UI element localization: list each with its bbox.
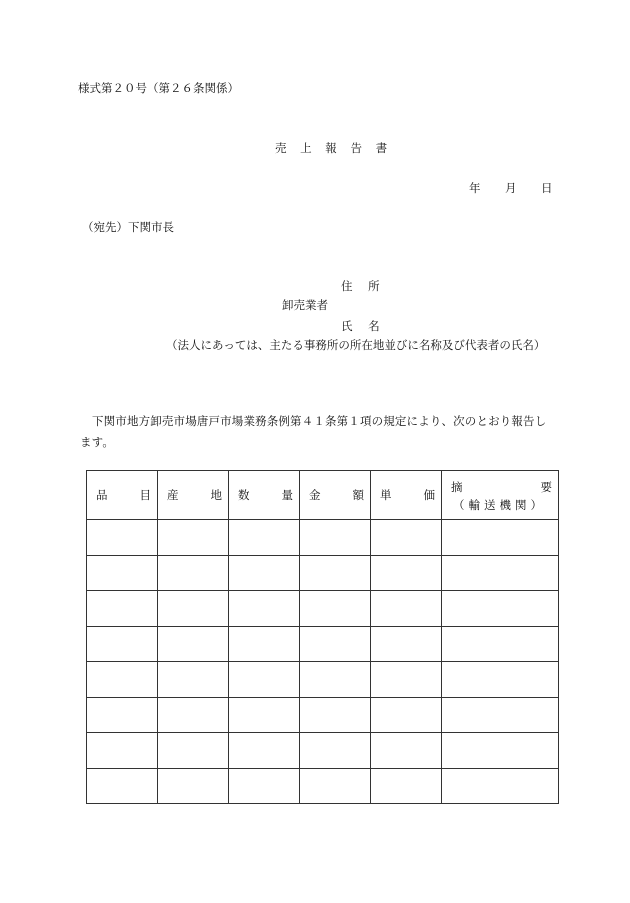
origin-cell[interactable] bbox=[158, 697, 229, 733]
date-month: 月 bbox=[505, 181, 517, 195]
table-row bbox=[87, 626, 559, 662]
origin-cell[interactable] bbox=[158, 555, 229, 591]
quantity-cell[interactable] bbox=[229, 768, 300, 804]
origin-cell[interactable] bbox=[158, 733, 229, 769]
sales-report-table bbox=[86, 470, 559, 804]
quantity-cell[interactable] bbox=[229, 520, 300, 556]
remarks-cell[interactable] bbox=[442, 555, 559, 591]
item-cell[interactable] bbox=[87, 626, 158, 662]
remarks-cell[interactable] bbox=[442, 591, 559, 627]
item-cell[interactable] bbox=[87, 555, 158, 591]
item-cell[interactable] bbox=[87, 697, 158, 733]
wholesaler-label: 卸売業者 bbox=[282, 298, 328, 312]
table-row bbox=[87, 555, 559, 591]
name-label: 氏 名 bbox=[341, 319, 386, 333]
item-cell[interactable] bbox=[87, 520, 158, 556]
quantity-cell[interactable] bbox=[229, 662, 300, 698]
amount-cell[interactable] bbox=[300, 520, 371, 556]
quantity-cell[interactable] bbox=[229, 555, 300, 591]
header-item: 品 目 bbox=[87, 471, 158, 520]
origin-cell[interactable] bbox=[158, 626, 229, 662]
addressee: （宛先）下関市長 bbox=[82, 220, 174, 234]
origin-cell[interactable] bbox=[158, 768, 229, 804]
unit-price-cell[interactable] bbox=[371, 555, 442, 591]
header-remarks: 摘 要 （輸送機関） bbox=[442, 471, 559, 520]
header-amount: 金 額 bbox=[300, 471, 371, 520]
table-header-row bbox=[87, 471, 559, 520]
origin-cell[interactable] bbox=[158, 662, 229, 698]
unit-price-cell[interactable] bbox=[371, 591, 442, 627]
unit-price-cell[interactable] bbox=[371, 733, 442, 769]
remarks-cell[interactable] bbox=[442, 768, 559, 804]
form-number: 様式第２０号（第２６条関係） bbox=[78, 81, 239, 95]
item-cell[interactable] bbox=[87, 733, 158, 769]
amount-cell[interactable] bbox=[300, 733, 371, 769]
item-cell[interactable] bbox=[87, 768, 158, 804]
amount-cell[interactable] bbox=[300, 662, 371, 698]
document-title: 売 上 報 告 書 bbox=[275, 141, 393, 155]
unit-price-cell[interactable] bbox=[371, 662, 442, 698]
body-text: 下関市地方卸売市場唐戸市場業務条例第４１条第１項の規定により、次のとおり報告します。 bbox=[80, 414, 547, 449]
item-cell[interactable] bbox=[87, 662, 158, 698]
corporation-note: （法人にあっては、主たる事務所の所在地並びに名称及び代表者の氏名） bbox=[166, 338, 546, 352]
unit-price-cell[interactable] bbox=[371, 768, 442, 804]
date-day: 日 bbox=[541, 181, 553, 195]
remarks-cell[interactable] bbox=[442, 733, 559, 769]
amount-cell[interactable] bbox=[300, 591, 371, 627]
origin-cell[interactable] bbox=[158, 520, 229, 556]
table-row bbox=[87, 733, 559, 769]
header-origin: 産 地 bbox=[158, 471, 229, 520]
header-remarks-transport: （輸送機関） bbox=[453, 498, 546, 512]
remarks-cell[interactable] bbox=[442, 697, 559, 733]
amount-cell[interactable] bbox=[300, 697, 371, 733]
origin-cell[interactable] bbox=[158, 591, 229, 627]
unit-price-cell[interactable] bbox=[371, 626, 442, 662]
remarks-cell[interactable] bbox=[442, 662, 559, 698]
date-row bbox=[469, 180, 553, 196]
unit-price-cell[interactable] bbox=[371, 697, 442, 733]
remarks-cell[interactable] bbox=[442, 520, 559, 556]
remarks-cell[interactable] bbox=[442, 626, 559, 662]
amount-cell[interactable] bbox=[300, 555, 371, 591]
table-row bbox=[87, 520, 559, 556]
table-row bbox=[87, 591, 559, 627]
table-row bbox=[87, 768, 559, 804]
amount-cell[interactable] bbox=[300, 626, 371, 662]
address-label: 住 所 bbox=[341, 279, 386, 293]
quantity-cell[interactable] bbox=[229, 591, 300, 627]
amount-cell[interactable] bbox=[300, 768, 371, 804]
header-unit-price: 単 価 bbox=[371, 471, 442, 520]
header-quantity: 数 量 bbox=[229, 471, 300, 520]
quantity-cell[interactable] bbox=[229, 733, 300, 769]
quantity-cell[interactable] bbox=[229, 697, 300, 733]
unit-price-cell[interactable] bbox=[371, 520, 442, 556]
date-year: 年 bbox=[469, 181, 481, 195]
item-cell[interactable] bbox=[87, 591, 158, 627]
quantity-cell[interactable] bbox=[229, 626, 300, 662]
table-row bbox=[87, 662, 559, 698]
table-body bbox=[87, 520, 559, 804]
table-row bbox=[87, 697, 559, 733]
